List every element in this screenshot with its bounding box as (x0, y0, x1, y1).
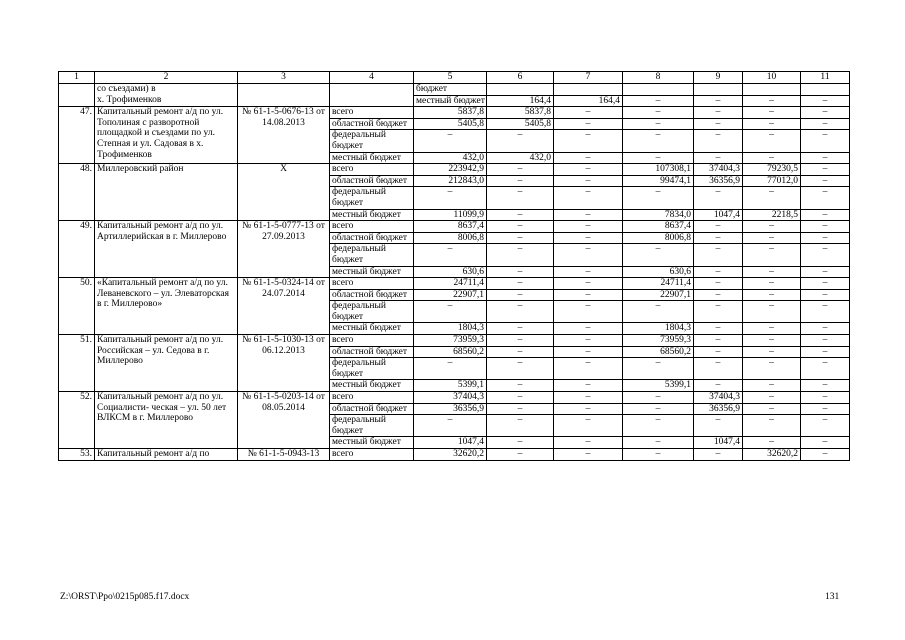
value-cell: – (743, 289, 801, 301)
value-cell: – (487, 301, 554, 323)
value-cell: – (554, 244, 623, 266)
empty-cell (694, 84, 743, 96)
empty-cell (623, 84, 694, 96)
budget-type-cell: областной бюджет (330, 118, 414, 130)
document-cell: № 61-1-5-0777-13 от 27.09.2013 (238, 221, 330, 278)
table-row (59, 335, 850, 347)
value-cell: 164,4 (554, 95, 623, 107)
object-name-cell: Миллеровский район (95, 164, 238, 221)
value-cell: – (801, 221, 850, 233)
header-cell: 9 (694, 72, 743, 84)
value-cell: – (414, 358, 487, 380)
value-cell: – (694, 95, 743, 107)
value-cell: – (801, 232, 850, 244)
value-cell: – (694, 278, 743, 290)
value-cell: – (414, 187, 487, 209)
budget-type-cell: всего (330, 392, 414, 404)
value-cell: – (743, 323, 801, 335)
header-cell: 4 (330, 72, 414, 84)
value-cell: – (801, 437, 850, 449)
budget-type-cell: областной бюджет (330, 403, 414, 415)
value-cell: – (554, 164, 623, 176)
value-cell: 79230,5 (743, 164, 801, 176)
value-cell: 1047,4 (694, 209, 743, 221)
value-cell: 1804,3 (623, 323, 694, 335)
value-cell: – (554, 187, 623, 209)
value-cell: – (694, 232, 743, 244)
value-cell: – (487, 358, 554, 380)
budget-type-cell: областной бюджет (330, 175, 414, 187)
value-cell: – (801, 278, 850, 290)
budget-type-cell: всего (330, 449, 414, 461)
value-cell: – (801, 152, 850, 164)
value-cell: – (694, 266, 743, 278)
value-cell: – (487, 164, 554, 176)
value-cell: 68560,2 (623, 346, 694, 358)
value-cell: – (801, 95, 850, 107)
value-cell: – (694, 301, 743, 323)
value-cell: 5399,1 (623, 380, 694, 392)
value-cell: – (801, 107, 850, 119)
value-cell: – (623, 437, 694, 449)
value-cell: 630,6 (623, 266, 694, 278)
value-cell: – (554, 152, 623, 164)
value-cell: – (743, 266, 801, 278)
value-cell: 36356,9 (414, 403, 487, 415)
value-cell: – (743, 244, 801, 266)
value-cell: – (623, 403, 694, 415)
value-cell: – (694, 415, 743, 437)
document-cell: № 61-1-5-0676-13 от 14.08.2013 (238, 107, 330, 164)
budget-type-cell: местный бюджет (330, 323, 414, 335)
value-cell: – (623, 187, 694, 209)
value-cell: – (694, 358, 743, 380)
value-cell: – (487, 323, 554, 335)
document-cell: № 61-1-5-0324-14 от 24.07.2014 (238, 278, 330, 335)
object-name-cell: Капитальный ремонт а/д по ул. Артиллерийская в г. Миллерово (95, 221, 238, 278)
table-row (59, 221, 850, 233)
value-cell: – (694, 130, 743, 152)
value-cell: – (487, 392, 554, 404)
value-cell: 1804,3 (414, 323, 487, 335)
value-cell: – (694, 289, 743, 301)
value-cell: – (487, 130, 554, 152)
header-cell: 6 (487, 72, 554, 84)
row-number-cell: 47. (59, 107, 95, 164)
table-row (59, 84, 850, 96)
value-cell: 73959,3 (414, 335, 487, 347)
budget-type-cell: местный бюджет (330, 380, 414, 392)
value-cell: – (623, 107, 694, 119)
value-cell: – (554, 209, 623, 221)
value-cell: – (487, 346, 554, 358)
value-cell: 36356,9 (694, 403, 743, 415)
row-number-cell: 51. (59, 335, 95, 392)
value-cell: – (414, 415, 487, 437)
table-row (59, 392, 850, 404)
value-cell: 11099,9 (414, 209, 487, 221)
value-cell: – (623, 392, 694, 404)
value-cell: 1047,4 (694, 437, 743, 449)
value-cell: 24711,4 (623, 278, 694, 290)
value-cell: 8637,4 (414, 221, 487, 233)
budget-type-cell: федеральный бюджет (330, 244, 414, 266)
value-cell: – (801, 244, 850, 266)
value-cell: – (743, 107, 801, 119)
value-cell: 223942,9 (414, 164, 487, 176)
value-cell: 5405,8 (487, 118, 554, 130)
value-cell: 212843,0 (414, 175, 487, 187)
value-cell: – (694, 244, 743, 266)
table-row (59, 164, 850, 176)
value-cell: – (801, 130, 850, 152)
header-cell: 8 (623, 72, 694, 84)
header-cell: 2 (95, 72, 238, 84)
value-cell: 22907,1 (414, 289, 487, 301)
value-cell: – (801, 403, 850, 415)
value-cell: – (554, 346, 623, 358)
object-name-cell: Капитальный ремонт а/д по ул. Российская – ул. Седова в г. Миллерово (95, 335, 238, 392)
value-cell: 32620,2 (414, 449, 487, 461)
value-cell: – (743, 346, 801, 358)
value-cell: 8006,8 (623, 232, 694, 244)
value-cell: – (743, 415, 801, 437)
value-cell: 99474,1 (623, 175, 694, 187)
value-cell: – (487, 266, 554, 278)
header-cell: 11 (801, 72, 850, 84)
value-cell: 5837,8 (487, 107, 554, 119)
value-cell: – (623, 415, 694, 437)
value-cell: – (487, 403, 554, 415)
value-cell: – (694, 118, 743, 130)
value-cell: – (801, 335, 850, 347)
value-cell: – (487, 335, 554, 347)
object-name-cell: Капитальный ремонт а/д по (95, 449, 238, 461)
value-cell: – (743, 335, 801, 347)
budget-type-cell: всего (330, 164, 414, 176)
value-cell: – (554, 221, 623, 233)
budget-type-cell: областной бюджет (330, 289, 414, 301)
value-cell: 32620,2 (743, 449, 801, 461)
object-name-cell: «Капитальный ремонт а/д по ул. Леваневского – ул. Элеваторская в г. Миллерово» (95, 278, 238, 335)
value-cell: – (801, 392, 850, 404)
value-cell: – (743, 358, 801, 380)
financing-table (58, 71, 850, 461)
value-cell: – (554, 301, 623, 323)
value-cell: – (743, 118, 801, 130)
value-cell: – (554, 380, 623, 392)
value-cell: 77012,0 (743, 175, 801, 187)
value-cell: – (801, 164, 850, 176)
value-cell: – (554, 278, 623, 290)
row-number-cell: 50. (59, 278, 95, 335)
empty-cell (238, 84, 330, 107)
budget-type-cell: федеральный бюджет (330, 301, 414, 323)
value-cell: 432,0 (414, 152, 487, 164)
value-cell: – (554, 289, 623, 301)
value-cell: – (554, 335, 623, 347)
value-cell: 37404,3 (414, 392, 487, 404)
value-cell: – (554, 107, 623, 119)
value-cell: – (623, 301, 694, 323)
value-cell: – (801, 266, 850, 278)
value-cell: – (554, 403, 623, 415)
row-number-cell: 49. (59, 221, 95, 278)
value-cell: – (554, 175, 623, 187)
header-cell: 7 (554, 72, 623, 84)
header-cell: 10 (743, 72, 801, 84)
value-cell: – (801, 415, 850, 437)
value-cell: – (487, 209, 554, 221)
value-cell: – (554, 392, 623, 404)
value-cell: – (487, 232, 554, 244)
empty-cell (743, 84, 801, 96)
value-cell: – (554, 266, 623, 278)
value-cell: – (801, 289, 850, 301)
value-cell: – (743, 152, 801, 164)
value-cell: 36356,9 (694, 175, 743, 187)
value-cell: 5399,1 (414, 380, 487, 392)
value-cell: 630,6 (414, 266, 487, 278)
value-cell: – (554, 323, 623, 335)
value-cell: – (487, 449, 554, 461)
budget-type-cell: местный бюджет (330, 152, 414, 164)
value-cell: – (743, 437, 801, 449)
budget-type-cell: федеральный бюджет (330, 358, 414, 380)
value-cell: – (743, 95, 801, 107)
value-cell: 8637,4 (623, 221, 694, 233)
value-cell: – (623, 449, 694, 461)
value-cell: – (801, 301, 850, 323)
empty-cell (801, 84, 850, 96)
value-cell: 7834,0 (623, 209, 694, 221)
value-cell: – (623, 95, 694, 107)
document-cell: № 61-1-5-0203-14 от 08.05.2014 (238, 392, 330, 449)
value-cell: – (801, 358, 850, 380)
value-cell: 432,0 (487, 152, 554, 164)
value-cell: – (554, 130, 623, 152)
value-cell: – (801, 118, 850, 130)
value-cell: – (694, 152, 743, 164)
budget-type-cell: всего (330, 107, 414, 119)
object-name-cell: со съездами) в х. Трофименков (95, 84, 238, 107)
value-cell: – (487, 415, 554, 437)
value-cell: – (801, 187, 850, 209)
value-cell: – (414, 301, 487, 323)
value-cell: 37404,3 (694, 392, 743, 404)
budget-type-cell: всего (330, 278, 414, 290)
table-row (59, 278, 850, 290)
value-cell: 8006,8 (414, 232, 487, 244)
value-cell: 22907,1 (623, 289, 694, 301)
value-cell: – (694, 346, 743, 358)
table-row (59, 107, 850, 119)
budget-type-cell: местный бюджет (414, 95, 487, 107)
value-cell: – (694, 187, 743, 209)
table-row (59, 449, 850, 461)
value-cell: – (414, 130, 487, 152)
row-number-cell: 53. (59, 449, 95, 461)
value-cell: – (743, 301, 801, 323)
value-cell: – (743, 130, 801, 152)
value-cell: – (694, 323, 743, 335)
value-cell: 5405,8 (414, 118, 487, 130)
document-cell: № 61-1-5-1030-13 от 06.12.2013 (238, 335, 330, 392)
value-cell: – (414, 244, 487, 266)
value-cell: – (554, 232, 623, 244)
document-cell: № 61-1-5-0943-13 (238, 449, 330, 461)
value-cell: – (487, 175, 554, 187)
value-cell: – (801, 209, 850, 221)
value-cell: – (487, 187, 554, 209)
value-cell: – (623, 130, 694, 152)
value-cell: – (743, 232, 801, 244)
budget-type-cell: федеральный бюджет (330, 187, 414, 209)
value-cell: – (694, 380, 743, 392)
value-cell: – (801, 323, 850, 335)
header-row (59, 72, 850, 84)
budget-type-cell: всего (330, 335, 414, 347)
value-cell: – (623, 118, 694, 130)
value-cell: – (623, 152, 694, 164)
value-cell: – (487, 221, 554, 233)
empty-cell (330, 84, 414, 107)
budget-type-cell: бюджет (414, 84, 487, 96)
object-name-cell: Капитальный ремонт а/д по ул. Тополиная с разворотной площадкой и съездами по ул. Степная и ул. Садовая в х. Трофименков (95, 107, 238, 164)
document-cell: Х (238, 164, 330, 221)
empty-cell (487, 84, 554, 96)
value-cell: 24711,4 (414, 278, 487, 290)
header-cell: 1 (59, 72, 95, 84)
empty-cell (554, 84, 623, 96)
value-cell: – (487, 289, 554, 301)
value-cell: – (694, 107, 743, 119)
value-cell: – (487, 380, 554, 392)
value-cell: – (623, 358, 694, 380)
value-cell: – (554, 358, 623, 380)
row-number-cell (59, 84, 95, 107)
page-number: 131 (825, 592, 840, 602)
budget-type-cell: областной бюджет (330, 346, 414, 358)
budget-type-cell: федеральный бюджет (330, 130, 414, 152)
value-cell: – (554, 415, 623, 437)
value-cell: – (743, 392, 801, 404)
budget-type-cell: местный бюджет (330, 437, 414, 449)
value-cell: – (487, 244, 554, 266)
value-cell: 1047,4 (414, 437, 487, 449)
value-cell: – (743, 278, 801, 290)
value-cell: 68560,2 (414, 346, 487, 358)
budget-type-cell: областной бюджет (330, 232, 414, 244)
value-cell: – (801, 346, 850, 358)
value-cell: – (801, 380, 850, 392)
value-cell: – (743, 380, 801, 392)
value-cell: – (554, 118, 623, 130)
value-cell: 107308,1 (623, 164, 694, 176)
header-cell: 5 (414, 72, 487, 84)
footer-file-path: Z:\ORST\Ppo\0215p085.f17.docx (60, 592, 190, 602)
row-number-cell: 48. (59, 164, 95, 221)
value-cell: – (487, 437, 554, 449)
value-cell: – (487, 278, 554, 290)
value-cell: – (623, 244, 694, 266)
budget-type-cell: всего (330, 221, 414, 233)
row-number-cell: 52. (59, 392, 95, 449)
value-cell: – (694, 221, 743, 233)
value-cell: – (743, 187, 801, 209)
value-cell: 164,4 (487, 95, 554, 107)
value-cell: – (694, 449, 743, 461)
value-cell: 2218,5 (743, 209, 801, 221)
value-cell: – (743, 221, 801, 233)
budget-type-cell: местный бюджет (330, 209, 414, 221)
value-cell: – (801, 175, 850, 187)
value-cell: – (801, 449, 850, 461)
value-cell: – (554, 437, 623, 449)
value-cell: 5837,8 (414, 107, 487, 119)
value-cell: – (743, 403, 801, 415)
value-cell: 37404,3 (694, 164, 743, 176)
budget-type-cell: местный бюджет (330, 266, 414, 278)
header-cell: 3 (238, 72, 330, 84)
budget-type-cell: федеральный бюджет (330, 415, 414, 437)
value-cell: – (554, 449, 623, 461)
value-cell: – (694, 335, 743, 347)
value-cell: 73959,3 (623, 335, 694, 347)
object-name-cell: Капитальный ремонт а/д по ул. Социалисти- ческая – ул. 50 лет ВЛКСМ в г. Миллерово (95, 392, 238, 449)
